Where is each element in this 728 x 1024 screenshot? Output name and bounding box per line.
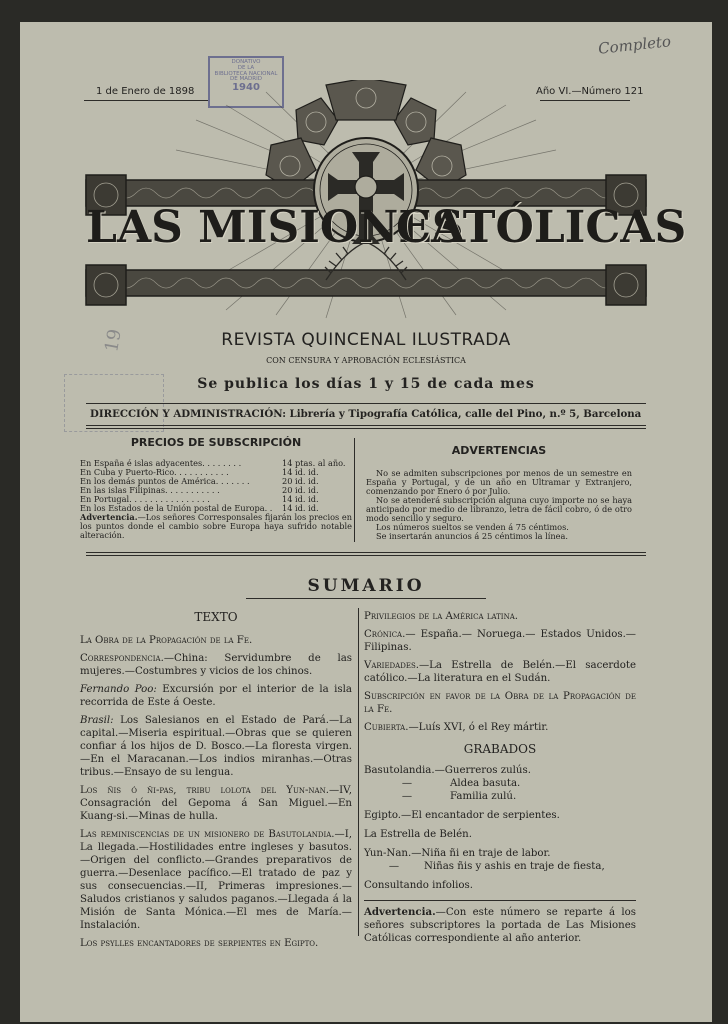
- summary-entry: Crónica.— España.— Noruega.— Estados Unidos.— Filipinas.: [364, 629, 636, 653]
- stamp-line: BIBLIOTECA NACIONAL: [214, 70, 278, 77]
- lower-band: [86, 270, 646, 296]
- stamp-line: DE MADRID: [230, 76, 262, 83]
- sumario-heading: SUMARIO: [307, 576, 425, 596]
- summary-entry: Privilegios de la América latina.: [364, 611, 518, 622]
- summary-entry: Las reminiscencias de un misionero de Basutolandia.—I, La llegada.—Hostilidades entre ingleses y basutos.—Origen del conflicto.—Grandes preparativos de guerra.—Desenlace pacífico.—El tratado de paz y sus consecuencias.—II, Primeras impresiones.—Saludos cristianos y saludos paganos.—Llegada á la Misión de Santa Mónica.—El mes de María.—Instalación.: [80, 829, 352, 931]
- margin-mark: 19: [101, 327, 126, 354]
- masthead-title-left: LAS MISIONES: [86, 202, 464, 253]
- grabado-entry: Egipto. —El encantador de serpientes.: [364, 810, 560, 821]
- price-row: En los demás puntos de América. . . . . . . 20 id. id.: [80, 476, 319, 486]
- direction-label: DIRECCIÓN Y ADMINISTRACIÓN:: [90, 408, 286, 420]
- handwritten-note: Completo: [597, 32, 672, 58]
- issue-date: 1 de Enero de 1898: [96, 86, 195, 97]
- advertencias-line: Se insertarán anuncios á 25 céntimos la línea.: [376, 531, 568, 541]
- stamp-line: DONATIVO: [231, 59, 261, 65]
- summary-entry: Cubierta.—Luís XVI, ó el Rey mártir.: [364, 722, 549, 733]
- newspaper-page: [20, 22, 712, 1022]
- summary-entry: La Obra de la Propagación de la Fe.: [80, 635, 253, 646]
- subtitle: REVISTA QUINCENAL ILUSTRADA: [221, 330, 511, 350]
- final-note: Advertencia.—Con este número se reparte á los señores subscriptores la portada de Las Misiones Católicas correspondiente al año anterior.: [364, 900, 636, 945]
- summary-entry: Subscripción en favor de la Obra de la Propagación de la Fe.: [364, 691, 636, 715]
- advertencias-section: [366, 444, 632, 541]
- masthead-title-right: CATÓLICAS: [396, 202, 687, 253]
- summary-entry: Los psylles encantadores de serpientes en Egipto.: [80, 938, 319, 949]
- summary-entry: Fernando Poo: Excursión por el interior de la isla recorrida de Este á Oeste.: [80, 684, 352, 708]
- stamp-year: 1940: [232, 82, 260, 94]
- price-row: En Portugal. . . . . . . . . . . . . . . . 14 id. id.: [80, 494, 319, 504]
- summary-entry: Los ñis ó ñi-pas, tribu lolota del Yun-nan.—IV, Consagración del Gepoma á San Miguel.—En Kuang-si.—Minas de hulla.: [80, 785, 352, 822]
- masthead-ornament: [76, 80, 656, 320]
- grabado-entry: — Aldea basuta.: [401, 778, 521, 789]
- stamp-line: DE LA: [237, 64, 255, 71]
- grabado-entry: — Niñas ñis y ashis en traje de fiesta,: [388, 861, 605, 872]
- subscription-heading: PRECIOS DE SUBSCRIPCIÓN: [130, 436, 302, 449]
- sumario-right-column: [364, 610, 636, 945]
- censorship-note: CON CENSURA Y APROBACIÓN ECLESIÁSTICA: [266, 356, 466, 365]
- price-row: En España é islas adyacentes. . . . . . . . 14 ptas. al año.: [80, 458, 346, 468]
- subscription-note: Advertencia.—Los señores Corresponsales fijarán los precios en los puntos donde el cambio sobre Europa haya sufrido notable alteración.: [80, 512, 352, 540]
- grabado-entry: Basutolandia. —Guerreros zulús.: [364, 765, 531, 776]
- price-row: En los Estados de la Unión postal de Europa. . 14 id. id.: [80, 503, 319, 513]
- sumario-left-column: [80, 610, 352, 950]
- price-row: En las islas Filipinas. . . . . . . . . . . 20 id. id.: [80, 485, 319, 495]
- advertencias-line: Los números sueltos se venden á 75 céntimos.: [376, 522, 569, 532]
- texto-heading: TEXTO: [194, 610, 238, 624]
- summary-entry: Brasil: Los Salesianos en el Estado de Pará.—La capital.—Miseria espiritual.—Obras que se quieren confiar á los hijos de D. Bosco.—La floresta virgen.—En el Maracanan.—Los indios miranhas.—Otras tribus.—Ensayo de su lengua.: [80, 715, 352, 778]
- grabados-heading: GRABADOS: [463, 742, 537, 756]
- advertencias-line: No se atenderá subscripción alguna cuyo importe no se haya anticipado por medio de libranzo, letra de fácil cobro, ó de otro modo sencillo y seguro.: [366, 495, 632, 523]
- grabado-entry: — Familia zulú.: [401, 791, 517, 802]
- summary-entry: Variedades.—La Estrella de Belén.—El sacerdote católico.—La literatura en el Sudán.: [364, 660, 636, 684]
- subscription-section: [80, 436, 352, 540]
- summary-entry: Correspondencia.—China: Servidumbre de las mujeres.—Costumbres y vicios de los chinos.: [80, 653, 352, 677]
- grabado-entry: Yun-Nan. —Niña ñi en traje de labor.: [364, 848, 551, 859]
- advertencias-line: No se admiten subscripciones por menos de un semestre en España y Portugal, y de un año en Ultramar y Extranjero, comenzando por Enero ó por Julio.: [366, 468, 632, 496]
- direction-line: [90, 408, 650, 420]
- publication-schedule: Se publica los días 1 y 15 de cada mes: [197, 376, 535, 392]
- advertencias-heading: ADVERTENCIAS: [451, 444, 547, 457]
- price-row: En Cuba y Puerto-Rico. . . . . . . . . . . 14 id. id.: [80, 467, 319, 477]
- issue-number: Año VI.—Número 121: [536, 86, 644, 97]
- grabado-entry: Consultando infolios.: [364, 880, 473, 891]
- direction-text: Librería y Tipografía Católica, calle del Pino, n.º 5, Barcelona: [289, 408, 642, 420]
- grabado-entry: La Estrella de Belén.: [364, 829, 472, 840]
